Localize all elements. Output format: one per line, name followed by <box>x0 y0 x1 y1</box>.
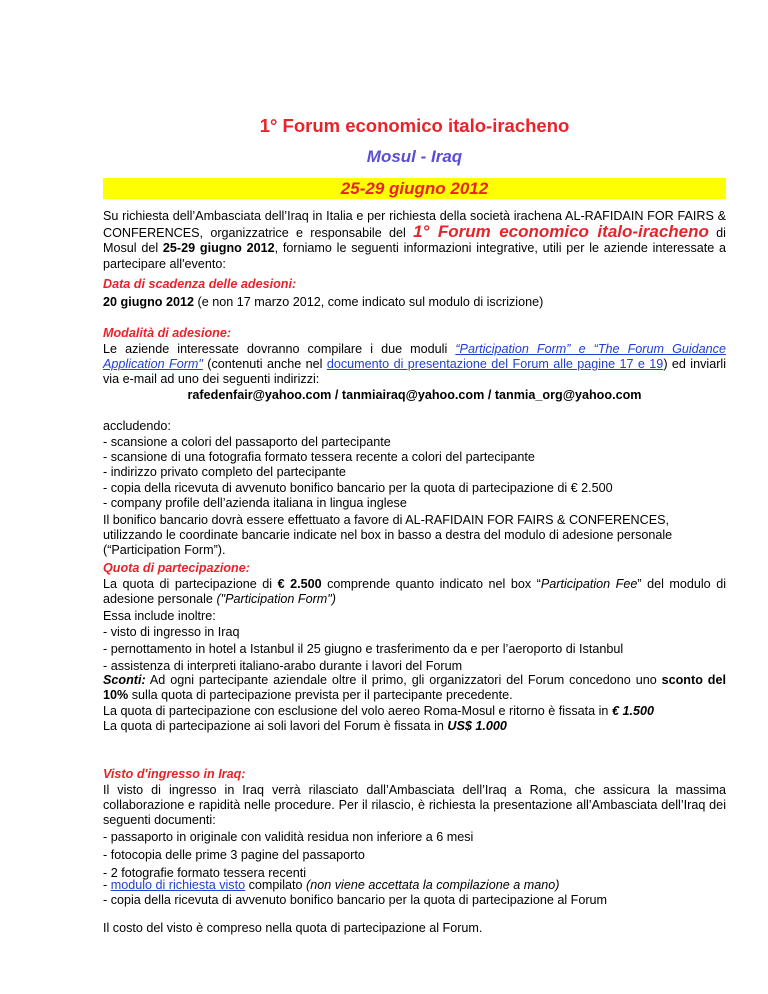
deadline-date: 20 giugno 2012 <box>103 295 194 309</box>
list-item: - 2 fotografie formato tessera recenti <box>103 866 306 881</box>
visa-request-form-link[interactable]: modulo di richiesta visto <box>110 878 246 892</box>
fee-amount: € 2.500 <box>277 577 322 591</box>
visa-paragraph: Il visto di ingresso in Iraq verrà rilasciato dall’Ambasciata dell’Iraq a Roma, che assicura la massima collaborazione e rapidità nelle procedure. Per il rilascio, è richiesta la presentazione all’Ambasciata dell’Iraq dei seguenti documenti: <box>103 783 726 828</box>
list-item: - scansione a colori del passaporto del partecipante <box>103 435 391 449</box>
fee-paragraph: La quota di partecipazione di € 2.500 comprende quanto indicato nel box “Participation Fee” del modulo di adesione personale ("Participation Form") <box>103 577 726 607</box>
discount-label: Sconti: <box>103 673 146 687</box>
email-addresses: rafedenfair@yahoo.com / tanmiairaq@yahoo.com / tanmia_org@yahoo.com <box>187 388 642 402</box>
intro-paragraph: Su richiesta dell’Ambasciata dell’Iraq in Italia e per richiesta della società irachena AL-RAFIDAIN FOR FAIRS & CONFERENCES, organizzatrice e responsabile del 1° Forum economico italo-iracheno di Mosul del 25-29 giugno 2012, forniamo le seguenti informazioni integrative, utili per le aziende interessate a partecipare all'evento: <box>103 209 727 271</box>
visa-heading: Visto d'ingresso in Iraq: <box>103 767 246 781</box>
dates-banner: 25-29 giugno 2012 <box>103 178 726 199</box>
visa-form-item: - modulo di richiesta visto compilato (non viene accettata la compilazione a mano) <box>103 878 560 892</box>
deadline-heading: Data di scadenza delle adesioni: <box>103 277 297 291</box>
list-item: - fotocopia delle prime 3 pagine del passaporto <box>103 848 365 863</box>
list-item: - copia della ricevuta di avvenuto bonifico bancario per la quota di partecipazione di € 2.500 <box>103 480 613 495</box>
list-item: - visto di ingresso in Iraq <box>103 625 240 639</box>
location-subtitle: Mosul - Iraq <box>366 147 463 166</box>
flight-excluded-fee: La quota di partecipazione con esclusione del volo aereo Roma-Mosul e ritorno è fissata in € 1.500 <box>103 704 654 718</box>
fee-includes-intro: Essa include inoltre: <box>103 609 216 623</box>
visa-docs-list <box>103 830 726 882</box>
forum-only-fee: La quota di partecipazione ai soli lavori del Forum è fissata in US$ 1.000 <box>103 719 507 733</box>
page-title: 1° Forum economico italo-iracheno <box>259 115 570 136</box>
intro-dates: 25-29 giugno 2012 <box>162 241 275 256</box>
attachments-intro: accludendo: <box>103 419 171 433</box>
bank-transfer-paragraph: Il bonifico bancario dovrà essere effettuato a favore di AL-RAFIDAIN FOR FAIRS & CONFERENCES, utilizzando le coordinate bancarie indicate nel box in basso a destra del modulo di adesione personale (“Participation Form”). <box>103 513 673 558</box>
visa-receipt-item: - copia della ricevuta di avvenuto bonifico bancario per la quota di partecipazione al Forum <box>103 893 608 907</box>
list-item: - company profile dell’azienda italiana in lingua inglese <box>103 495 407 510</box>
fee-includes-list <box>103 625 726 675</box>
participation-forms-link[interactable]: “Participation Form” e “The Forum Guidance Application Form" <box>103 342 726 372</box>
discount-paragraph: Sconti: Ad ogni partecipante aziendale oltre il primo, gli organizzatori del Forum concedono uno sconto del 10% sulla quota di partecipazione prevista per il partecipante precedente. <box>103 673 726 703</box>
list-item: - passaporto in originale con validità residua non inferiore a 6 mesi <box>103 830 474 844</box>
deadline-text: 20 giugno 2012 (e non 17 marzo 2012, come indicato sul modulo di iscrizione) <box>103 295 544 309</box>
forum-presentation-link[interactable]: documento di presentazione del Forum alle pagine 17 e 19 <box>326 357 664 372</box>
list-item: - indirizzo privato completo del partecipante <box>103 465 346 480</box>
fee-heading: Quota di partecipazione: <box>103 561 250 575</box>
forum-name: 1° Forum economico italo-iracheno <box>413 222 709 242</box>
membership-paragraph: Le aziende interessate dovranno compilare i due moduli “Participation Form” e “The Forum Guidance Application Form" (contenuti anche nel documento di presentazione del Forum alle pagine 17 e 19) ed inviarli via e-mail ad uno dei seguenti indirizzi: <box>103 342 726 387</box>
list-item: - assistenza di interpreti italiano-arabo durante i lavori del Forum <box>103 659 463 674</box>
attachments-list <box>103 435 726 511</box>
list-item: - pernottamento in hotel a Istanbul il 25 giugno e trasferimento da e per l’aeroporto di Istanbul <box>103 642 624 657</box>
membership-heading: Modalità di adesione: <box>103 326 232 340</box>
visa-cost-note: Il costo del visto è compreso nella quota di partecipazione al Forum. <box>103 921 483 935</box>
list-item: - scansione di una fotografia formato tessera recente a colori del partecipante <box>103 450 535 465</box>
